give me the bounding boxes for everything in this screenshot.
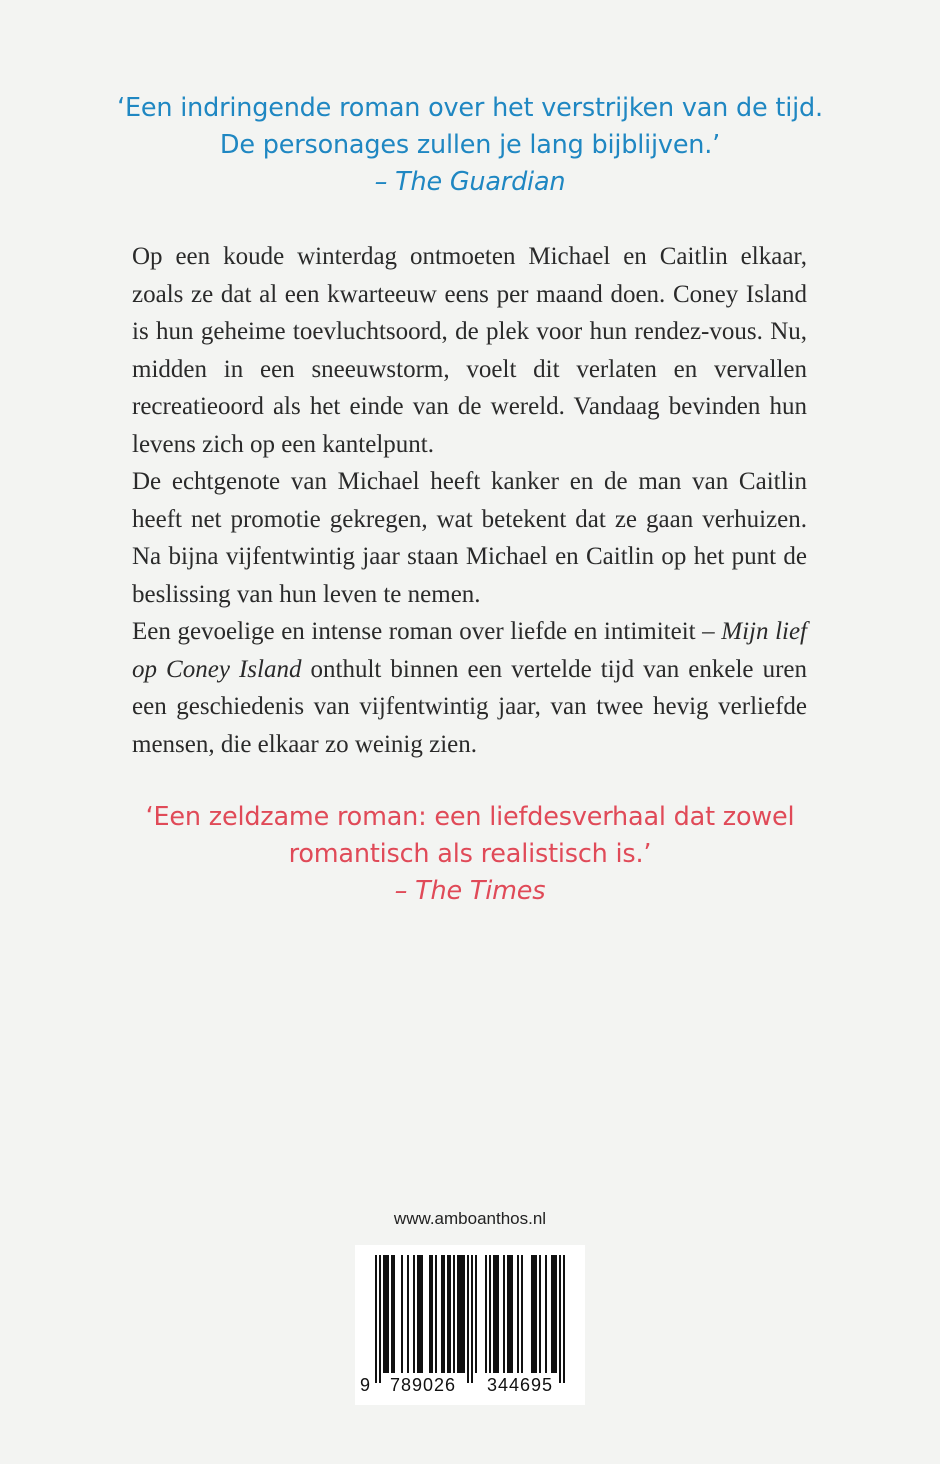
barcode-bar (457, 1255, 465, 1373)
barcode-bar (429, 1255, 433, 1373)
barcode-bar (521, 1255, 523, 1373)
description-paragraph-2: De echtgenote van Michael heeft kanker en de man van Caitlin heeft net promotie gekregen, wat betekent dat ze gaan verhuizen. Na bijna vijfentwintig jaar staan Michael en Caitlin op het punt de beslissing van hun leven te nemen. (132, 468, 807, 608)
barcode-bar (551, 1255, 557, 1373)
top-quote-line-1: ‘Een indringende roman over het verstrijken van de tijd. (117, 93, 823, 123)
description-paragraph-3 (132, 613, 807, 763)
barcode-first-digit: 9 (359, 1375, 370, 1395)
barcode-bar (539, 1255, 541, 1373)
barcode-bar (453, 1255, 455, 1373)
barcode-bar (475, 1255, 477, 1373)
barcode-guard-bar (471, 1255, 473, 1383)
book-title: Mijn lief op Coney Island (132, 618, 807, 683)
barcode-right-group: 344695 (486, 1375, 554, 1395)
barcode-bar (507, 1255, 513, 1373)
description-paragraph-1: Op een koude winterdag ontmoeten Michael en Caitlin elkaar, zoals ze dat al een kwarteeuw eens per maand doen. Coney Island is hun geheime toevluchtsoord, de plek voor hun rendez-vous. Nu, midden in een sneeuwstorm, voelt dit verlaten en vervallen recreatieoord als het einde van de wereld. Vandaag bevinden hun levens zich op een kantelpunt. (132, 243, 807, 458)
bottom-quote-attribution: – The Times (394, 876, 546, 906)
barcode-bar (485, 1255, 487, 1373)
barcode-bar (441, 1255, 445, 1373)
paragraph-3-intro: Een gevoelige en intense roman over liefde en intimiteit – (132, 618, 715, 645)
barcode-bar (435, 1255, 437, 1373)
barcode-bar (383, 1255, 389, 1373)
barcode-guard-bar (467, 1255, 469, 1383)
barcode-guard-bar (379, 1255, 381, 1383)
paragraph-3-rest: onthult binnen een vertelde tijd van enkele uren een geschiedenis van vijfentwintig jaar, van twee hevig verliefde mensen, die elkaar zo weinig zien. (132, 655, 807, 758)
barcode-guard-bar (563, 1255, 565, 1383)
barcode-bar (401, 1255, 403, 1373)
bottom-review-quote (0, 799, 940, 910)
barcode-digits (355, 1375, 585, 1399)
top-quote-line-2: De personages zullen je lang bijblijven.’ (219, 130, 721, 160)
barcode-guard-bar (559, 1255, 561, 1383)
publisher-website: www.amboanthos.nl (393, 1209, 547, 1228)
barcode-bar (447, 1255, 451, 1373)
barcode-bar (517, 1255, 519, 1373)
top-review-quote (0, 90, 940, 201)
barcode-bar (407, 1255, 409, 1373)
barcode-bar (493, 1255, 499, 1373)
bottom-quote-line-1: ‘Een zeldzame roman: een liefdesverhaal dat zowel (145, 802, 795, 832)
barcode-bar (545, 1255, 547, 1373)
barcode-bar (503, 1255, 505, 1373)
barcode-bar (391, 1255, 395, 1373)
barcode-left-group: 789026 (389, 1375, 457, 1395)
isbn-barcode (355, 1245, 585, 1405)
barcode-bar (531, 1255, 537, 1373)
barcode-bar (413, 1255, 415, 1373)
barcode-guard-bar (375, 1255, 377, 1383)
bottom-quote-line-2: romantisch als realistisch is.’ (288, 839, 652, 869)
barcode-bar (417, 1255, 423, 1373)
top-quote-attribution: – The Guardian (374, 167, 566, 197)
book-description (132, 238, 807, 763)
barcode-bar (489, 1255, 491, 1373)
